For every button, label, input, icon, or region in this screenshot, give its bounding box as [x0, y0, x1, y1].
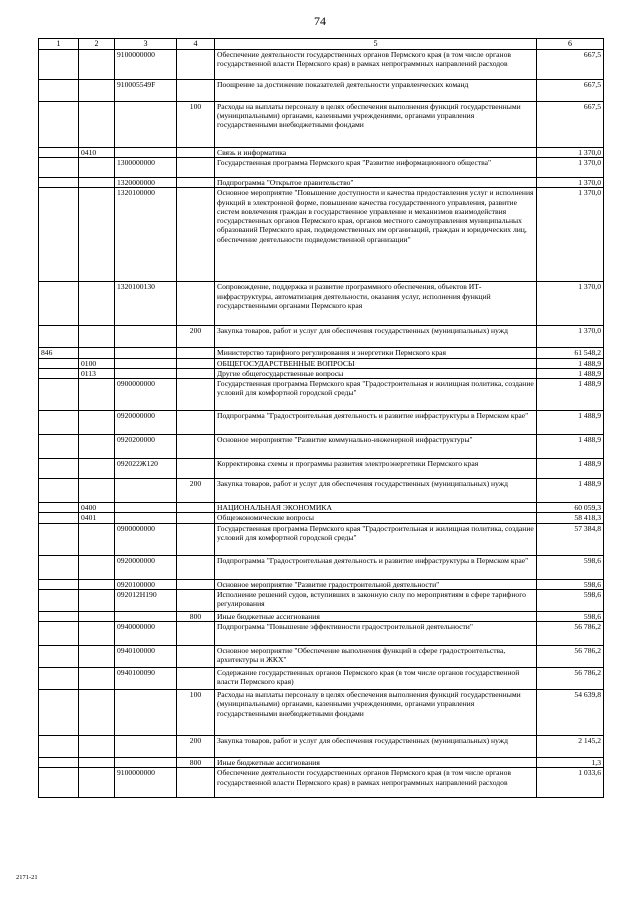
amount-cell: 57 384,8 [537, 523, 604, 555]
table-row [39, 147, 604, 157]
description-cell: Подпрограмма "Повышение эффективности градостроительной деятельности" [215, 622, 537, 646]
table-row [39, 49, 604, 79]
ministry-code-cell: 846 [39, 348, 79, 358]
description-cell: Закупка товаров, работ и услуг для обеспечения государственных (муниципальных) нужд [215, 736, 537, 758]
table-row [39, 188, 604, 282]
ministry-code-cell [39, 79, 79, 101]
amount-cell: 598,6 [537, 589, 604, 611]
target-item-cell [115, 348, 177, 358]
amount-cell: 598,6 [537, 579, 604, 589]
description-cell: Поощрение за достижение показателей деятельности управленческих команд [215, 79, 537, 101]
table-row [39, 358, 604, 368]
amount-cell: 1 488,9 [537, 459, 604, 479]
ministry-code-cell [39, 758, 79, 768]
target-item-cell: 0920000000 [115, 555, 177, 579]
ministry-code-cell [39, 379, 79, 411]
table-row [39, 611, 604, 621]
description-cell: Основное мероприятие "Развитие коммунально-инженерной инфраструктуры" [215, 435, 537, 459]
expense-type-cell [177, 282, 215, 326]
amount-cell: 54 639,8 [537, 690, 604, 736]
expense-type-cell [177, 368, 215, 378]
section-code-cell [79, 411, 115, 435]
target-item-cell: 0940100090 [115, 668, 177, 690]
amount-cell: 1 488,9 [537, 379, 604, 411]
description-cell: Содержание государственных органов Пермского края (в том числе органов государственной власти Пермского края) [215, 668, 537, 690]
table-row [39, 158, 604, 178]
table-row [39, 178, 604, 188]
target-item-cell [115, 101, 177, 147]
ministry-code-cell [39, 49, 79, 79]
description-cell: Закупка товаров, работ и услуг для обеспечения государственных (муниципальных) нужд [215, 326, 537, 348]
ministry-code-cell [39, 188, 79, 282]
description-cell: Подпрограмма "Градостроительная деятельность и развитие инфраструктуры в Пермском крае" [215, 411, 537, 435]
description-cell: Общеэкономические вопросы [215, 513, 537, 523]
description-cell: Другие общегосударственные вопросы [215, 368, 537, 378]
description-cell: ОБЩЕГОСУДАРСТВЕННЫЕ ВОПРОСЫ [215, 358, 537, 368]
expense-type-cell: 200 [177, 479, 215, 503]
table-row [39, 523, 604, 555]
ministry-code-cell [39, 282, 79, 326]
ministry-code-cell [39, 101, 79, 147]
section-code-cell [79, 479, 115, 503]
expense-type-cell [177, 188, 215, 282]
target-item-cell [115, 479, 177, 503]
table-row [39, 622, 604, 646]
amount-cell: 1 488,9 [537, 368, 604, 378]
section-code-cell [79, 188, 115, 282]
footer-code: 2171-21 [16, 874, 38, 881]
expense-type-cell [177, 158, 215, 178]
ministry-code-cell [39, 555, 79, 579]
table-row [39, 503, 604, 513]
description-cell: Сопровождение, поддержка и развитие программного обеспечения, объектов ИТ-инфраструктуры, автоматизация деятельности, оказания услуг, исполнения функций государственными органами Пермского края [215, 282, 537, 326]
ministry-code-cell [39, 736, 79, 758]
expense-type-cell [177, 411, 215, 435]
description-cell: Корректировка схемы и программы развития электроэнергетики Пермского края [215, 459, 537, 479]
col-header-5: 5 [215, 39, 537, 50]
expense-type-cell: 100 [177, 690, 215, 736]
description-cell: Основное мероприятие "Повышение доступности и качества предоставления услуг и исполнения функций в электронной форме, повышение качества государственного управления, развитие систем вовлечения граждан в государственное управление и механизмов взаимодействия государственных органов Пермского края, органов местного самоуправления муниципальных образований Пермского края, подведомственных им организаций, граждан и юридических лиц, обеспечение деятельности подведомственной организации" [215, 188, 537, 282]
section-code-cell [79, 326, 115, 348]
description-cell: НАЦИОНАЛЬНАЯ ЭКОНОМИКА [215, 503, 537, 513]
expense-type-cell [177, 646, 215, 668]
expense-type-cell: 100 [177, 101, 215, 147]
table-row [39, 579, 604, 589]
col-header-4: 4 [177, 39, 215, 50]
ministry-code-cell [39, 326, 79, 348]
target-item-cell [115, 690, 177, 736]
description-cell: Расходы на выплаты персоналу в целях обеспечения выполнения функций государственными (муниципальными) органами, казенными учреждениями, органами управления государственными внебюджетными фондами [215, 101, 537, 147]
amount-cell: 1 488,9 [537, 479, 604, 503]
amount-cell: 667,5 [537, 49, 604, 79]
amount-cell: 598,6 [537, 611, 604, 621]
ministry-code-cell [39, 158, 79, 178]
target-item-cell: 9100000000 [115, 49, 177, 79]
target-item-cell: 092012Н190 [115, 589, 177, 611]
table-row [39, 326, 604, 348]
section-code-cell [79, 736, 115, 758]
section-code-cell [79, 49, 115, 79]
expense-type-cell [177, 147, 215, 157]
amount-cell: 56 786,2 [537, 668, 604, 690]
section-code-cell [79, 523, 115, 555]
description-cell: Исполнение решений судов, вступивших в законную силу по мероприятиям в сфере тарифного регулирования [215, 589, 537, 611]
target-item-cell [115, 147, 177, 157]
expense-type-cell: 200 [177, 326, 215, 348]
col-header-6: 6 [537, 39, 604, 50]
amount-cell: 2 145,2 [537, 736, 604, 758]
target-item-cell: 0900000000 [115, 523, 177, 555]
section-code-cell [79, 158, 115, 178]
target-item-cell: 0940100000 [115, 646, 177, 668]
section-code-cell [79, 178, 115, 188]
table-row [39, 690, 604, 736]
section-code-cell [79, 348, 115, 358]
expense-type-cell [177, 555, 215, 579]
target-item-cell [115, 736, 177, 758]
table-row [39, 758, 604, 768]
expense-type-cell [177, 589, 215, 611]
amount-cell: 1 370,0 [537, 178, 604, 188]
amount-cell: 598,6 [537, 555, 604, 579]
section-code-cell [79, 668, 115, 690]
target-item-cell [115, 513, 177, 523]
amount-cell: 1 488,9 [537, 358, 604, 368]
target-item-cell [115, 758, 177, 768]
target-item-cell [115, 611, 177, 621]
expense-type-cell [177, 513, 215, 523]
ministry-code-cell [39, 503, 79, 513]
expense-type-cell: 800 [177, 611, 215, 621]
table-row [39, 668, 604, 690]
amount-cell: 667,5 [537, 79, 604, 101]
section-code-cell [79, 555, 115, 579]
section-code-cell: 0113 [79, 368, 115, 378]
target-item-cell: 0920000000 [115, 411, 177, 435]
ministry-code-cell [39, 459, 79, 479]
table-row [39, 479, 604, 503]
description-cell: Государственная программа Пермского края "Градостроительная и жилищная политика, создание условий для комфортной городской среды" [215, 379, 537, 411]
table-row [39, 513, 604, 523]
target-item-cell: 0920100000 [115, 579, 177, 589]
amount-cell: 1 370,0 [537, 147, 604, 157]
section-code-cell [79, 758, 115, 768]
ministry-code-cell [39, 178, 79, 188]
col-header-1: 1 [39, 39, 79, 50]
description-cell: Иные бюджетные ассигнования [215, 758, 537, 768]
table-row [39, 368, 604, 378]
description-cell: Связь и информатика [215, 147, 537, 157]
amount-cell: 1,3 [537, 758, 604, 768]
table-row [39, 459, 604, 479]
table-row [39, 411, 604, 435]
target-item-cell: 1320100000 [115, 188, 177, 282]
expense-type-cell [177, 579, 215, 589]
description-cell: Государственная программа Пермского края "Градостроительная и жилищная политика, создание условий для комфортной городской среды" [215, 523, 537, 555]
expense-type-cell [177, 79, 215, 101]
section-code-cell: 0410 [79, 147, 115, 157]
description-cell: Подпрограмма "Открытое правительство" [215, 178, 537, 188]
table-row [39, 282, 604, 326]
description-cell: Основное мероприятие "Обеспечение выполнения функций в сфере градостроительства, архитектуры и ЖКХ" [215, 646, 537, 668]
section-code-cell [79, 379, 115, 411]
table-row [39, 646, 604, 668]
section-code-cell [79, 101, 115, 147]
description-cell: Расходы на выплаты персоналу в целях обеспечения выполнения функций государственными (муниципальными) органами, казенными учреждениями, органами управления государственными внебюджетными фондами [215, 690, 537, 736]
col-header-3: 3 [115, 39, 177, 50]
table-row [39, 435, 604, 459]
ministry-code-cell [39, 611, 79, 621]
ministry-code-cell [39, 768, 79, 798]
expense-type-cell: 800 [177, 758, 215, 768]
table-row [39, 555, 604, 579]
expense-type-cell [177, 358, 215, 368]
amount-cell: 1 488,9 [537, 411, 604, 435]
description-cell: Иные бюджетные ассигнования [215, 611, 537, 621]
ministry-code-cell [39, 589, 79, 611]
table-header-row [39, 39, 604, 50]
target-item-cell [115, 358, 177, 368]
target-item-cell [115, 368, 177, 378]
section-code-cell [79, 690, 115, 736]
amount-cell: 1 370,0 [537, 158, 604, 178]
ministry-code-cell [39, 690, 79, 736]
expense-type-cell [177, 459, 215, 479]
ministry-code-cell [39, 358, 79, 368]
ministry-code-cell [39, 523, 79, 555]
description-cell: Обеспечение деятельности государственных органов Пермского края (в том числе органов государственной власти Пермского края) в рамках непрограммных направлений расходов [215, 49, 537, 79]
description-cell: Государственная программа Пермского края "Развитие информационного общества" [215, 158, 537, 178]
ministry-code-cell [39, 646, 79, 668]
amount-cell: 667,5 [537, 101, 604, 147]
target-item-cell: 1300000000 [115, 158, 177, 178]
ministry-code-cell [39, 147, 79, 157]
target-item-cell: 910005549F [115, 79, 177, 101]
ministry-code-cell [39, 479, 79, 503]
ministry-code-cell [39, 513, 79, 523]
amount-cell: 56 786,2 [537, 622, 604, 646]
ministry-code-cell [39, 668, 79, 690]
ministry-code-cell [39, 435, 79, 459]
table-row [39, 768, 604, 798]
amount-cell: 1 370,0 [537, 188, 604, 282]
section-code-cell [79, 611, 115, 621]
description-cell: Обеспечение деятельности государственных органов Пермского края (в том числе органов государственной власти Пермского края) в рамках непрограммных направлений расходов [215, 768, 537, 798]
amount-cell: 58 418,3 [537, 513, 604, 523]
section-code-cell [79, 79, 115, 101]
target-item-cell: 092022Ж120 [115, 459, 177, 479]
section-code-cell [79, 589, 115, 611]
expense-type-cell [177, 435, 215, 459]
expense-type-cell [177, 622, 215, 646]
expense-type-cell [177, 668, 215, 690]
expense-type-cell [177, 348, 215, 358]
expense-type-cell [177, 379, 215, 411]
table-row [39, 736, 604, 758]
expense-type-cell [177, 49, 215, 79]
section-code-cell [79, 646, 115, 668]
section-code-cell: 0400 [79, 503, 115, 513]
amount-cell: 1 370,0 [537, 326, 604, 348]
section-code-cell [79, 579, 115, 589]
ministry-code-cell [39, 622, 79, 646]
description-cell: Министерство тарифного регулирования и энергетики Пермского края [215, 348, 537, 358]
expense-type-cell: 200 [177, 736, 215, 758]
section-code-cell [79, 459, 115, 479]
expense-type-cell [177, 503, 215, 513]
target-item-cell: 9100000000 [115, 768, 177, 798]
section-code-cell: 0100 [79, 358, 115, 368]
amount-cell: 1 033,6 [537, 768, 604, 798]
section-code-cell [79, 622, 115, 646]
ministry-code-cell [39, 579, 79, 589]
description-cell: Основное мероприятие "Развитие градостроительной деятельности" [215, 579, 537, 589]
table-row [39, 589, 604, 611]
table-row [39, 348, 604, 358]
target-item-cell: 1320100130 [115, 282, 177, 326]
amount-cell: 61 548,2 [537, 348, 604, 358]
budget-table [38, 38, 604, 798]
target-item-cell [115, 326, 177, 348]
section-code-cell [79, 435, 115, 459]
table-row [39, 379, 604, 411]
expense-type-cell [177, 523, 215, 555]
description-cell: Подпрограмма "Градостроительная деятельность и развитие инфраструктуры в Пермском крае" [215, 555, 537, 579]
ministry-code-cell [39, 368, 79, 378]
target-item-cell [115, 503, 177, 513]
target-item-cell: 1320000000 [115, 178, 177, 188]
expense-type-cell [177, 178, 215, 188]
description-cell: Закупка товаров, работ и услуг для обеспечения государственных (муниципальных) нужд [215, 479, 537, 503]
section-code-cell [79, 282, 115, 326]
page-number: 74 [314, 14, 326, 28]
amount-cell: 60 059,3 [537, 503, 604, 513]
amount-cell: 56 786,2 [537, 646, 604, 668]
amount-cell: 1 488,9 [537, 435, 604, 459]
target-item-cell: 0940000000 [115, 622, 177, 646]
target-item-cell: 0920200000 [115, 435, 177, 459]
section-code-cell [79, 768, 115, 798]
section-code-cell: 0401 [79, 513, 115, 523]
table-row [39, 79, 604, 101]
table-row [39, 101, 604, 147]
col-header-2: 2 [79, 39, 115, 50]
amount-cell: 1 370,0 [537, 282, 604, 326]
expense-type-cell [177, 768, 215, 798]
target-item-cell: 0900000000 [115, 379, 177, 411]
ministry-code-cell [39, 411, 79, 435]
